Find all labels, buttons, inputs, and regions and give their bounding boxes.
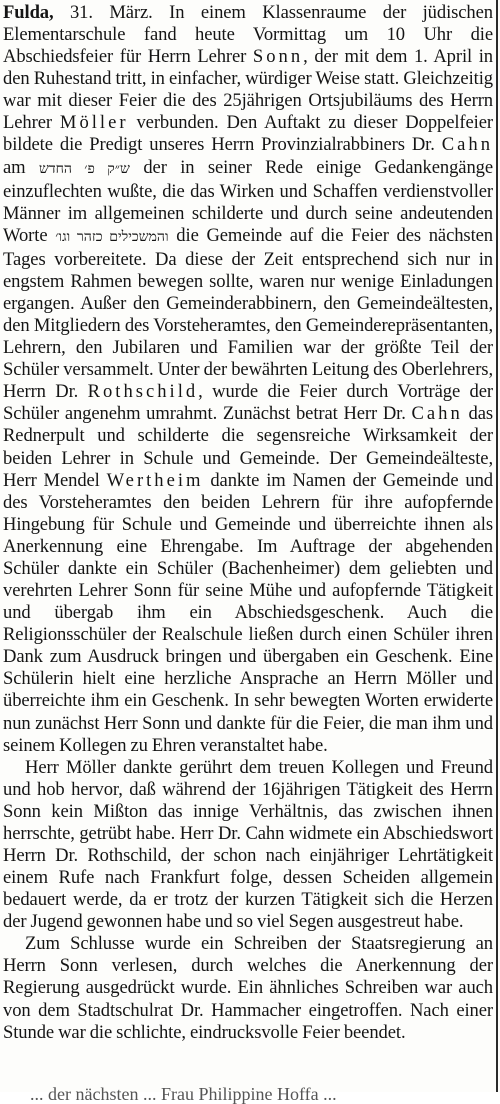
hebrew-phrase-1: ש״ק פ׳ החדש (38, 161, 130, 177)
paragraph-3: Zum Schlusse wurde ein Schreiben der Staatsregierung an Herrn Sonn verlesen, durch welches die Anerkennung der Regierung ausgedrückt wurde. Ein ähnliches Schreiben war auch von dem Stadtschulrat Dr. Hammacher eingetroffen. Nach einer Stunde war die schlichte, eindrucksvolle Feier beendet. (3, 933, 493, 1043)
name-rothschild: Rothschild (87, 381, 199, 403)
name-moeller: Möller (59, 112, 129, 134)
dateline-date: 31. März. (69, 2, 153, 23)
name-cahn: Cahn (441, 134, 493, 156)
column-rule (496, 0, 498, 1092)
paragraph-1: Fulda, 31. März. In einem Klassenraume der jüdischen Elementarschule fand heute Vormittag um 10 Uhr die Abschiedsfeier für Herrn Lehrer Sonn, der mit dem 1. April in den Ruhestand tritt, in einfacher, würdiger Weise statt. Gleichzeitig war mit dieser Feier die des 25jährigen Ortsjubiläums des Herrn Lehrer Möller verbunden. Den Auftakt zu dieser Doppelfeier bildete die Predigt unseres Herrn Provinzialrabbiners Dr. Cahn am ש״ק פ׳ החדש der in seiner Rede einige Gedankengänge einzuflechten wußte, die das Wirken und Schaffen verdienstvoller Männer im allgemeinen schilderte und durch seine andeutenden Worte והמשכילים כזהר וגו׳ die Gemeinde auf die Feier des nächsten Tages vorbereitete. Da diese der Zeit entsprechend sich nur in engstem Rahmen bewegen sollte, waren nur wenige Einladungen ergangen. Außer den Gemeinderabbinern, den Gemeindeältesten, den Mitgliedern des Vorsteheramtes, den Gemeinderepräsentanten, Lehrern, den Jubilaren und Familien war der größte Teil der Schüler versammelt. Unter der bewährten Leitung des Oberlehrers, Herrn Dr. Rothschild, wurde die Feier durch Vorträge der Schüler angenehm umrahmt. Zunächst betrat Herr Dr. Cahn das Rednerpult und schilderte die segensreiche Wirksamkeit der beiden Lehrer in Schule und Gemeinde. Der Gemeindeälteste, Herr Mendel Wertheim dankte im Namen der Gemeinde und des Vorsteheramtes den beiden Lehrern für ihre aufopfernde Hingebung für Schule und Gemeinde und überreichte ihnen als Anerkennung eine Ehrengabe. Im Auftrage der abgehenden Schüler dankte ein Schüler (Bachenheimer) dem geliebten und verehrten Lehrer Sonn für seine Mühe und aufopfernde Tätigkeit und übergab ihm ein Abschiedsgeschenk. Auch die Religionsschüler der Realschule ließen durch einen Schüler ihren Dank zum Ausdruck bringen und übergaben ein Geschenk. Eine Schülerin hielt eine herzliche Ansprache an Herrn Möller und überreichte ihm ein Geschenk. In sehr bewegten Worten erwiderte nun zunächst Herr Sonn und dankte für die Feier, die man ihm und seinem Kollegen zu Ehren veranstaltet habe. (3, 2, 494, 756)
paragraph-2: Herr Möller dankte gerührt dem treuen Kollegen und Freund und hob hervor, daß während der 16jährigen Tätigkeit des Herrn Sonn kein Mißton das innige Verhältnis, das zwischen ihnen herrschte, getrübt habe. Herr Dr. Cahn widmete ein Abschiedswort Herrn Dr. Rothschild, der schon nach einjähriger Lehrtätigkeit einem Rufe nach Frankfurt folge, dessen Scheiden allgemein bedauert werde, da er trotz der kurzen Tätigkeit sich die Herzen der Jugend gewonnen habe und so viel Segen ausgestreut habe. (3, 756, 493, 933)
article-body (3, 2, 493, 1044)
name-wertheim: Wertheim (106, 469, 204, 491)
hebrew-phrase-2: והמשכילים כזהר וגו׳ (55, 229, 169, 245)
dateline-place: Fulda, (3, 2, 54, 23)
name-cahn-2: Cahn (411, 403, 463, 425)
name-sonn: Sonn (252, 46, 304, 68)
cut-off-line: ... der nächsten ... Frau Philippine Hoffa ... (30, 1084, 337, 1104)
